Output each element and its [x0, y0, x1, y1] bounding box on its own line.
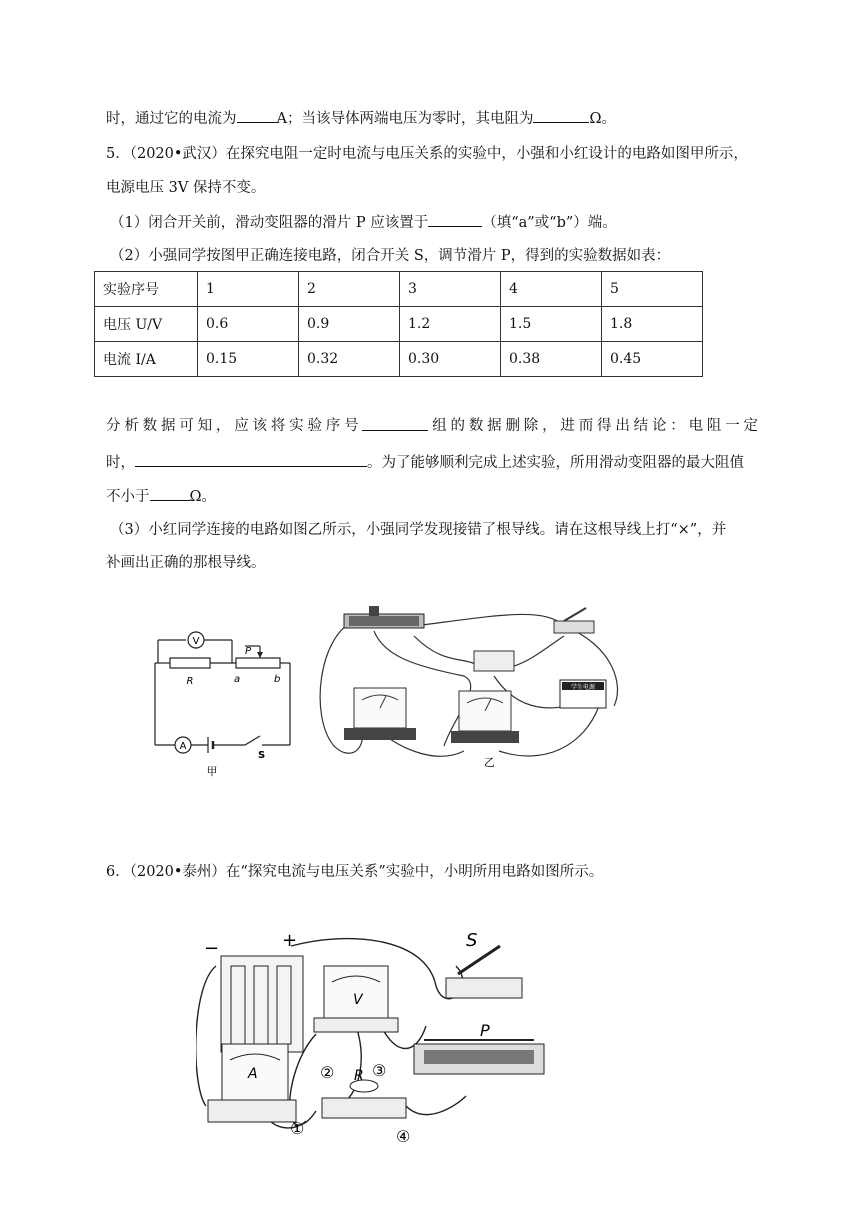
analysis-char: 序 [325, 418, 341, 434]
table-cell: 电流 I/A [95, 342, 198, 377]
analysis-char: 而 [578, 418, 594, 434]
q5-analysis-line2: 时， 。为了能够顺利完成上述实验，所用滑动变阻器的最大阻值 [106, 452, 744, 473]
analysis-char: 进 [560, 418, 575, 434]
table-cell: 1.8 [602, 307, 703, 342]
terminal-a-label: a [234, 674, 241, 685]
marker-3: ③ [372, 1061, 387, 1080]
voltmeter-label: V [192, 636, 200, 647]
blank-current[interactable] [237, 108, 277, 123]
table-cell: 4 [501, 272, 602, 307]
table-row [95, 307, 703, 342]
analysis-char: 一 [725, 418, 740, 434]
terminal-b-label: b [274, 674, 281, 685]
analysis-char: 除 [523, 418, 539, 434]
resistor-label: R [186, 676, 194, 687]
analysis-char: 可 [179, 418, 194, 434]
q5-sub3-line2: 补画出正确的那根导线。 [106, 555, 266, 571]
table-cell: 3 [400, 272, 501, 307]
analysis-char: 分 [106, 418, 121, 434]
blank-slider-end[interactable] [428, 212, 482, 227]
circuit-photo-q6 [196, 926, 556, 1148]
marker-4: ④ [396, 1127, 411, 1146]
slider-label: P [245, 646, 252, 657]
analysis-char: 据 [487, 418, 502, 434]
table-cell: 1.2 [400, 307, 501, 342]
table-cell: 0.6 [198, 307, 299, 342]
table-cell: 2 [299, 272, 400, 307]
power-supply-label: 学生电源 [570, 684, 596, 691]
plus-label: + [282, 930, 298, 951]
q5-analysis-line1 [106, 416, 758, 436]
analysis-char: 析 [124, 418, 139, 434]
resistor-label-q6: R [354, 1068, 364, 1084]
analysis-char: ： [670, 418, 685, 434]
analysis-char: 该 [252, 418, 267, 434]
table-cell: 0.32 [299, 342, 400, 377]
analysis-char: 结 [633, 418, 649, 434]
blank-max-resistance[interactable] [150, 486, 190, 501]
ammeter-label-q6: A [248, 1066, 258, 1082]
analysis-char: 数 [468, 418, 484, 434]
analysis-char: 定 [743, 418, 758, 434]
figure-caption-jia: 甲 [206, 765, 218, 778]
q5-sub1: （1）闭合开关前，滑动变阻器的滑片 P 应该置于 （填“a”或“b”）端。 [110, 212, 617, 233]
analysis-char: 出 [615, 418, 630, 434]
analysis-char: 知 [197, 418, 213, 434]
analysis-char: 阻 [706, 418, 722, 434]
circuit-photo-yi [314, 596, 634, 776]
switch-label-q6: S [466, 930, 478, 951]
voltmeter-label-q6: V [353, 992, 363, 1008]
table-cell: 电压 U/V [95, 307, 198, 342]
q5-stem-line1: 5．（2020•武汉）在探究电阻一定时电流与电压关系的实验中，小强和小红设计的电路如图甲所示， [106, 146, 748, 162]
q4-tail-line: 时，通过它的电流为 A；当该导体两端电压为零时，其电阻为 Ω。 [106, 108, 616, 129]
analysis-char: 的 [450, 418, 465, 434]
figure-caption-yi: 乙 [484, 756, 495, 769]
table-cell: 0.15 [198, 342, 299, 377]
blank-delete-row[interactable] [362, 416, 428, 431]
circuit-diagram-jia [150, 630, 300, 780]
analysis-char: 实 [289, 418, 304, 434]
blank-resistance[interactable] [533, 108, 589, 123]
table-cell: 0.9 [299, 307, 400, 342]
table-cell: 0.38 [501, 342, 602, 377]
q5-sub3-line1: （3）小红同学连接的电路如图乙所示，小强同学发现接错了根导线。请在这根导线上打“×”，并 [110, 522, 727, 538]
q6-stem: 6．（2020•泰州）在“探究电流与电压关系”实验中，小明所用电路如图所示。 [106, 864, 604, 880]
analysis-char: 组 [432, 418, 447, 434]
analysis-char: 应 [234, 418, 249, 434]
table-cell: 0.30 [400, 342, 501, 377]
analysis-char: 得 [597, 418, 612, 434]
table-cell: 0.45 [602, 342, 703, 377]
analysis-char: 论 [651, 418, 667, 434]
blank-conclusion[interactable] [135, 452, 367, 467]
analysis-char: 据 [160, 418, 176, 434]
ammeter-label: A [179, 741, 187, 752]
table-row [95, 272, 703, 307]
table-row [95, 342, 703, 377]
data-table [94, 271, 703, 377]
rheostat-slider-label: P [480, 1021, 490, 1040]
analysis-char: 号 [344, 418, 359, 434]
analysis-char: ， [215, 418, 231, 434]
marker-2: ② [320, 1063, 335, 1082]
table-cell: 1 [198, 272, 299, 307]
table-cell: 1.5 [501, 307, 602, 342]
analysis-char: 验 [307, 418, 322, 434]
table-cell: 5 [602, 272, 703, 307]
analysis-char: ， [542, 418, 557, 434]
analysis-char: 将 [270, 418, 286, 434]
switch-label: S [258, 750, 266, 761]
q5-sub2: （2）小强同学按图甲正确连接电路，闭合开关 S，调节滑片 P，得到的实验数据如表： [110, 248, 671, 264]
table-cell: 实验序号 [95, 272, 198, 307]
q5-stem-line2: 电源电压 3V 保持不变。 [106, 180, 266, 196]
analysis-char: 电 [688, 418, 704, 434]
analysis-char: 数 [142, 418, 158, 434]
q5-analysis-line3: 不小于 Ω。 [106, 486, 216, 507]
minus-label: − [204, 938, 220, 959]
analysis-char: 删 [505, 418, 520, 434]
marker-1: ① [290, 1119, 305, 1138]
